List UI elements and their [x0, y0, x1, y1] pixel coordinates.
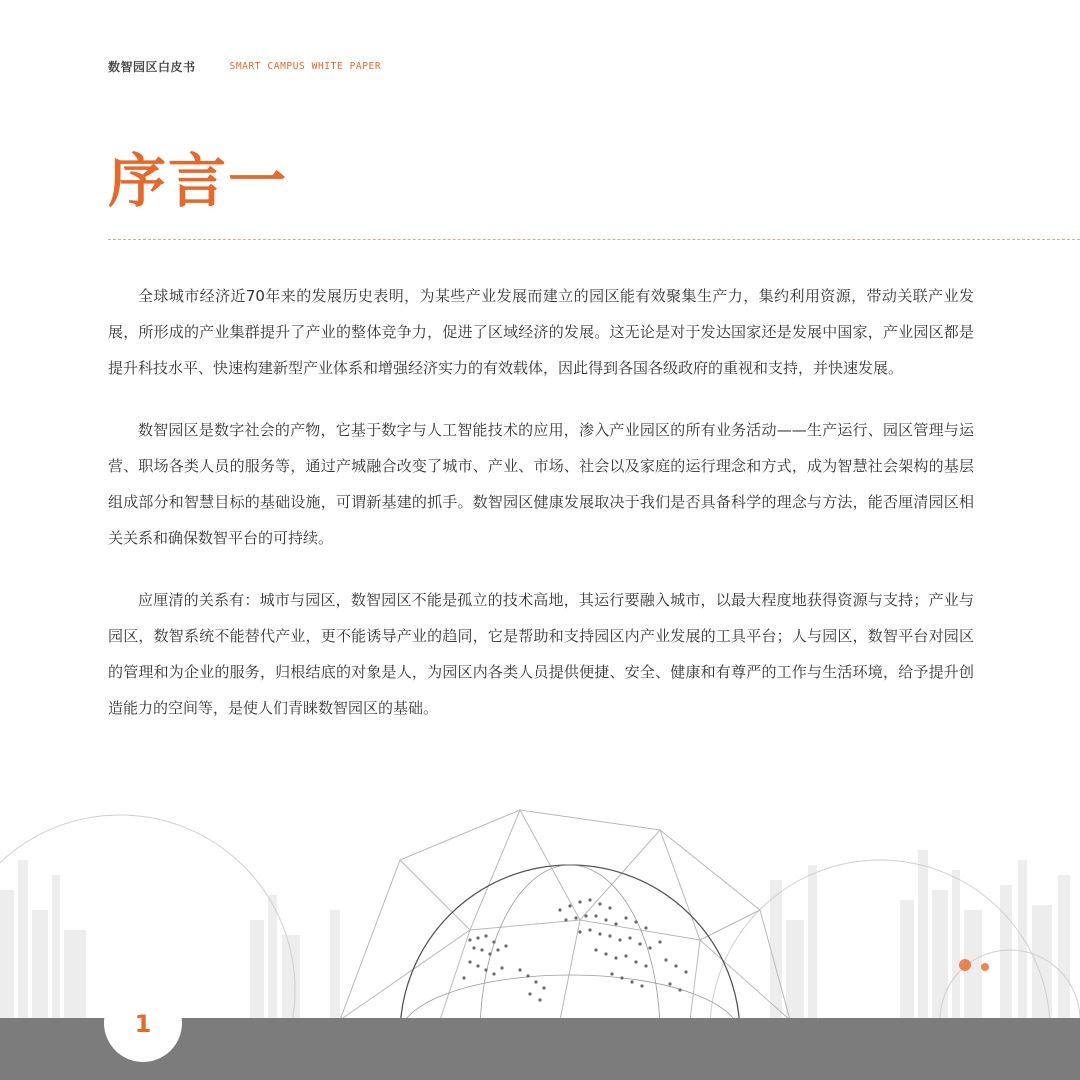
globe — [400, 865, 740, 1020]
title-divider — [108, 239, 1080, 240]
header-title-cn: 数智园区白皮书 — [108, 59, 196, 74]
paragraph-3: 应厘清的关系有：城市与园区，数智园区不能是孤立的技术高地，其运行要融入城市，以最大程度地获得资源与支持；产业与园区，数智系统不能替代产业，更不能诱导产业的趋同，它是帮助和支持园区内产业发展的工具平台；人与园区，数智平台对园区的管理和为企业的服务，归根结底的对象是人，为园区内各类人员提供便捷、安全、健康和有尊严的工作与生活环境，给予提升创造能力的空间等，是使人们青睐数智园区的基础。 — [108, 591, 974, 717]
page-title: 序言一 — [108, 147, 289, 215]
geodesic-mesh — [340, 810, 790, 1020]
globe-dots — [462, 898, 687, 1001]
header-title-en: SMART CAMPUS WHITE PAPER — [229, 60, 382, 72]
paragraph-2: 数智园区是数字社会的产物，它基于数字与人工智能技术的应用，渗入产业园区的所有业务活动——生产运行、园区管理与运营、职场各类人员的服务等，通过产城融合改变了城市、产业、市场、社会以及家庭的运行理念和方式，成为智慧社会架构的基层组成部分和智慧目标的基础设施，可谓新基建的抓手。数智园区健康发展取决于我们是否具备科学的理念与方法，能否厘清园区相关关系和确保数智平台的可持续。 — [108, 421, 974, 547]
page-number-badge — [104, 984, 182, 1062]
city-globe-illustration — [0, 770, 1080, 1020]
paragraph-1: 全球城市经济近70年来的发展历史表明，为某些产业发展而建立的园区能有效聚集生产力，集约利用资源，带动关联产业发展，所形成的产业集群提升了产业的整体竞争力，促进了区域经济的发展。这无论是对于发达国家还是发展中国家，产业园区都是提升科技水平、快速构建新型产业体系和增强经济实力的有效载体，因此得到各国各级政府的重视和支持，并快速发展。 — [108, 287, 974, 377]
running-header — [108, 57, 381, 75]
body-text — [108, 278, 974, 752]
page-number: 1 — [134, 1010, 152, 1038]
